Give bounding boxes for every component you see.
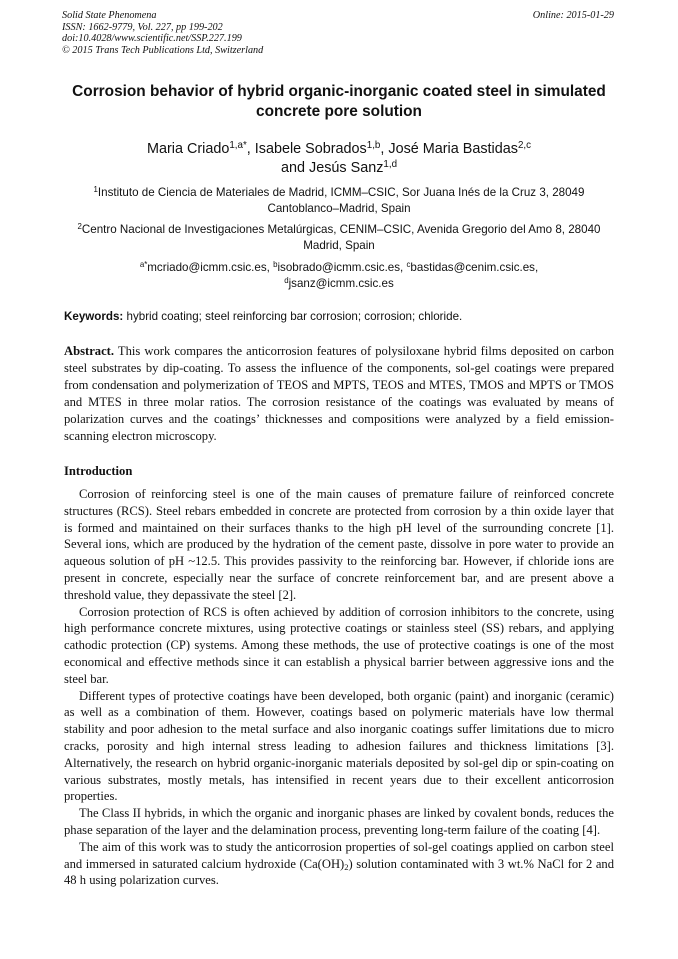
author-conjunction: and bbox=[280, 160, 309, 176]
author-affiliation-mark: 1,d bbox=[383, 159, 398, 171]
author-affiliation-mark: 1,b bbox=[366, 140, 381, 152]
section-heading-introduction: Introduction bbox=[64, 464, 133, 478]
affiliation-1 bbox=[64, 185, 614, 217]
paper-title: Corrosion behavior of hybrid organic-inorganic coated steel in simulated concrete pore solution bbox=[72, 83, 606, 120]
abstract-text: This work compares the anticorrosion features of polysiloxane hybrid films deposited on carbon steel substrates by dip-coating. To assess the influence of the components, sol-gel coatings were prepared from condensation and polymerization of TEOS and MPTS, TEOS and MTES, TMOS and MPTS or TMOS and MTES in three molar ratios. The corrosion resistance of the coatings was evaluated by means of polarization curves and the coatings’ thicknesses and compositions were analyzed by a field emission-scanning electron microscopy. bbox=[64, 344, 614, 443]
author-affiliation-mark: 2,c bbox=[517, 140, 532, 152]
copyright-line: © 2015 Trans Tech Publications Ltd, Switzerland bbox=[62, 44, 264, 56]
affiliation-2 bbox=[64, 222, 614, 254]
paragraph: Corrosion of reinforcing steel is one of the main causes of premature failure of reinforced concrete structures (RCS). Steel rebars embedded in concrete are protected from corrosion by a thin oxide layer that is formed and maintained on their surfaces thanks to the high pH level of the surrounding concrete [1]. Several ions, which are produced by the hydration of the cement paste, dissolve in pore water to provide an aqueous solution of pH ~12.5. This provides passivity to the reinforcing bar. However, if chloride ions are present in concrete, especially near the surface of concrete reinforcement bar, and are present above a threshold value, they depassivate the steel [2]. bbox=[64, 487, 614, 602]
email-address: mcriado@icmm.csic.es, bbox=[147, 261, 274, 274]
affiliation-text: Centro Nacional de Investigaciones Metalúrgicas, CENIM–CSIC, Avenida Gregorio del Amo 8, 28040 Madrid, Spain bbox=[81, 223, 601, 252]
affiliation-number: 1 bbox=[93, 185, 98, 195]
keywords-label: Keywords: bbox=[64, 310, 124, 323]
email-list bbox=[64, 260, 614, 292]
email-mark: c bbox=[406, 260, 411, 270]
affiliation-number: 2 bbox=[77, 222, 82, 232]
email-address: isobrado@icmm.csic.es, bbox=[277, 261, 407, 274]
author-list bbox=[64, 140, 614, 178]
author-separator: , bbox=[246, 141, 255, 157]
doi-line: doi:10.4028/www.scientific.net/SSP.227.199 bbox=[62, 33, 242, 45]
paragraph: Corrosion protection of RCS is often achieved by addition of corrosion inhibitors to the concrete, using high performance concrete mixtures, using protective coatings or stainless steel (SS) rebars, and applying cathodic protection (CP) systems. Among these methods, the use of protective coatings is one of the most economical and effective methods since it can establish a physical barrier between aggressive ions and the steel bar. bbox=[64, 604, 614, 686]
paragraph: The Class II hybrids, in which the organic and inorganic phases are linked by covalent bonds, reduces the phase separation of the layer and the delamination process, preventing long-term failure of the coating [4]. bbox=[64, 806, 614, 837]
paragraph: Different types of protective coatings have been developed, both organic (paint) and inorganic (ceramic) as well as a combination of them. However, coatings based on polymeric materials have low thermal stability and poor adhesion to the metal surface and also inorganic coatings suffer limitations due to micro cracks, porosity and high internal stress leading to adhesion failures and thickness limitations [3]. Alternatively, the research on hybrid organic-inorganic materials deposited by sol-gel dip or spin-coating on various substrates, mostly metals, has intensified in recent years due to their excellent anticorrosion properties. bbox=[64, 688, 614, 804]
affiliation-text: Instituto de Ciencia de Materiales de Madrid, ICMM–CSIC, Sor Juana Inés de la Cruz 3, 28049 Cantoblanco–Madrid, Spain bbox=[97, 186, 585, 215]
journal-header bbox=[62, 10, 392, 56]
issn-line: ISSN: 1662-9779, Vol. 227, pp 199-202 bbox=[62, 21, 223, 33]
email-address: bastidas@cenim.csic.es, bbox=[410, 261, 539, 274]
keywords-text: hybrid coating; steel reinforcing bar corrosion; corrosion; chloride. bbox=[123, 310, 463, 323]
email-mark: a* bbox=[139, 260, 148, 270]
author-name: Maria Criado bbox=[146, 141, 230, 157]
author-name: Jesús Sanz bbox=[309, 160, 384, 176]
paragraph-text: ) solution contaminated with 3 wt.% NaCl for 2 and 48 h using polarization curves. bbox=[64, 856, 615, 888]
author-name: Isabele Sobrados bbox=[254, 141, 367, 157]
keywords bbox=[64, 309, 614, 325]
introduction-body bbox=[64, 486, 614, 889]
email-mark: b bbox=[273, 260, 278, 270]
email-mark: d bbox=[284, 276, 289, 286]
journal-name: Solid State Phenomena bbox=[62, 10, 157, 21]
email-address: jsanz@icmm.csic.es bbox=[288, 277, 394, 290]
paragraph bbox=[64, 839, 614, 889]
author-separator: , bbox=[380, 141, 389, 157]
abstract-label: Abstract. bbox=[64, 344, 115, 358]
author-affiliation-mark: 1,a* bbox=[229, 140, 247, 152]
abstract bbox=[64, 343, 614, 445]
online-date: Online: 2015-01-29 bbox=[532, 10, 614, 21]
paragraph-text: The aim of this work was to study the anticorrosion properties of sol-gel coatings applied on carbon steel and immersed in saturated calcium hydroxide (Ca(OH) bbox=[64, 839, 614, 871]
author-name: José Maria Bastidas bbox=[388, 141, 518, 157]
subscript: 2 bbox=[344, 861, 349, 872]
